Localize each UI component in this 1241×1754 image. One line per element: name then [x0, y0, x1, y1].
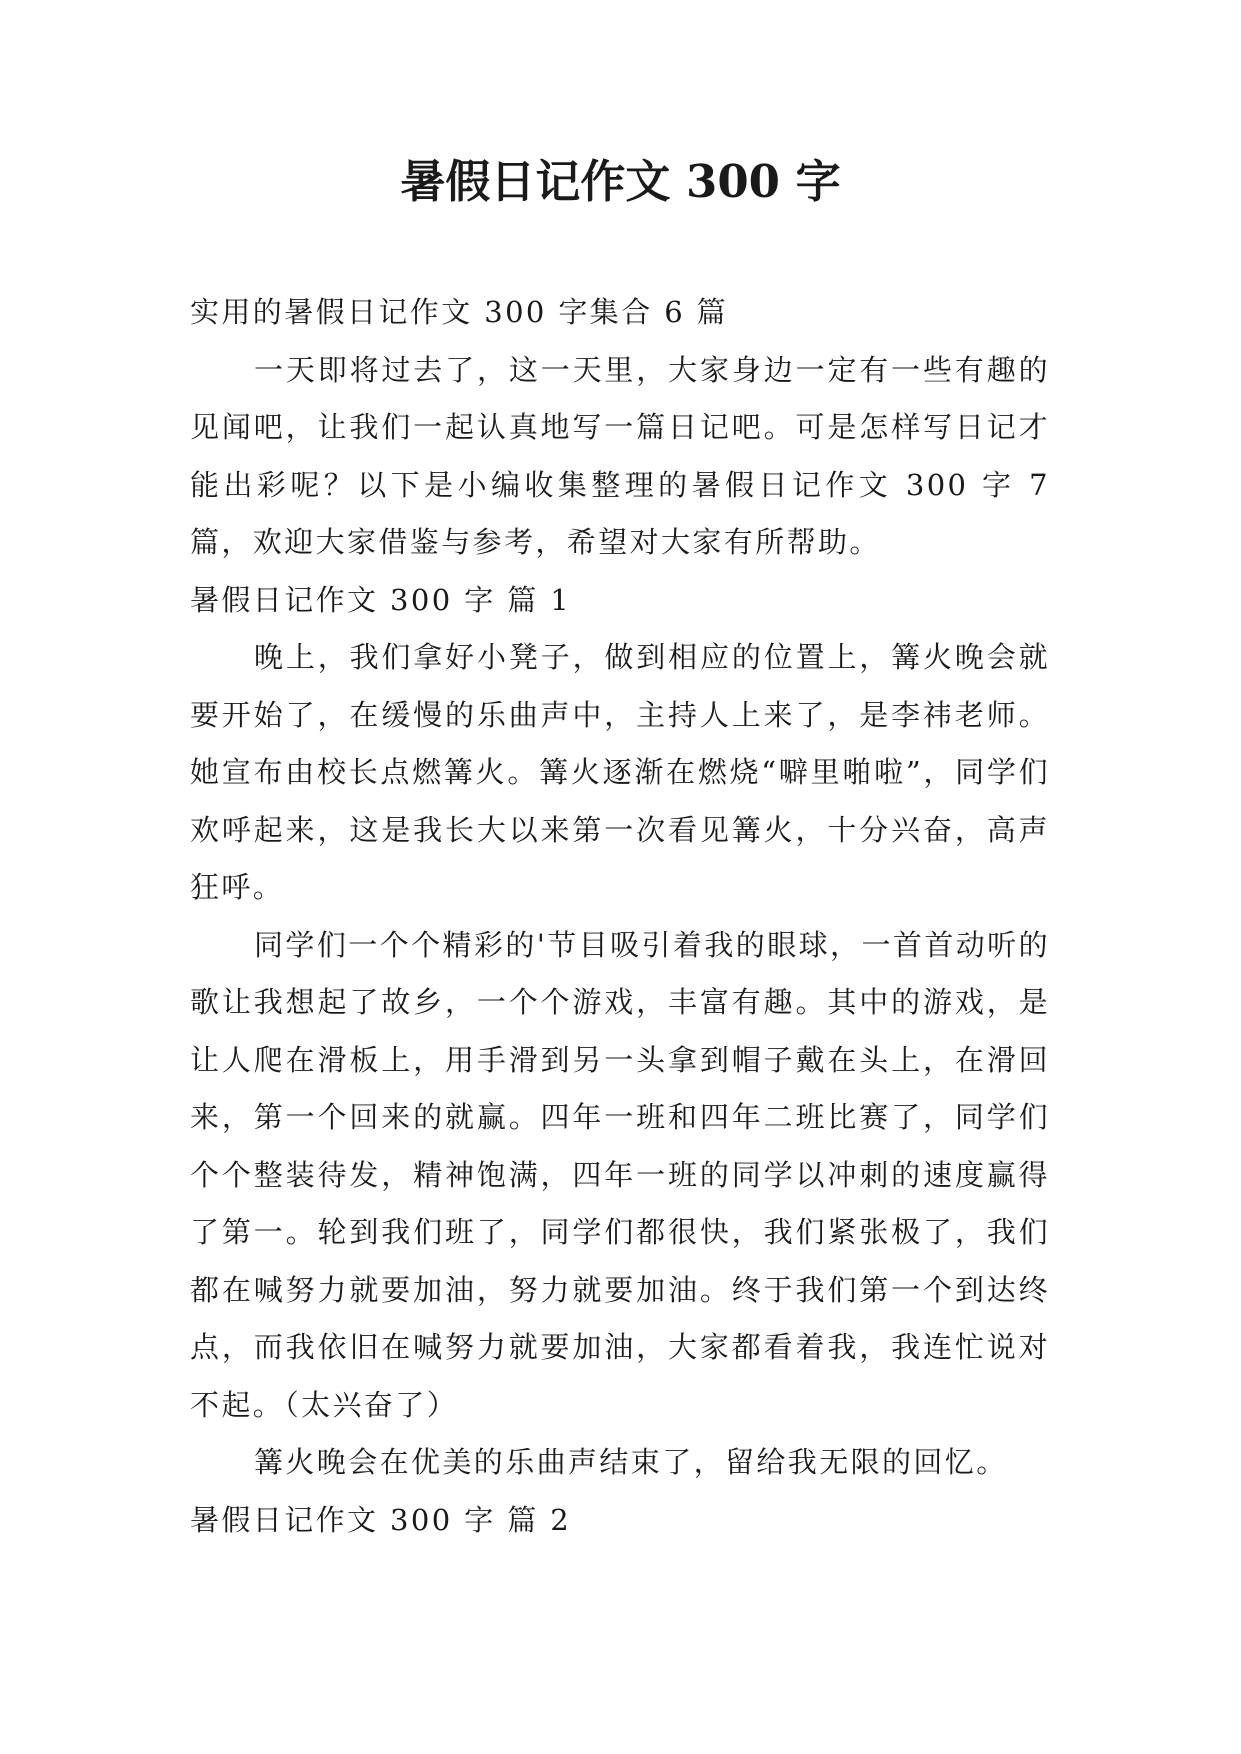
section-heading-2: 暑假日记作文 300 字 篇 2 — [190, 1502, 572, 1537]
document-body — [190, 284, 1050, 1549]
body-paragraph: 晚上，我们拿好小凳子，做到相应的位置上，篝火晚会就要开始了，在缓慢的乐曲声中，主持人上来了，是李祎老师。她宣布由校长点燃篝火。篝火逐渐在燃烧“噼里啪啦”，同学们欢呼起来，这是我长大以来第一次看见篝火，十分兴奋，高声狂呼。 — [190, 640, 1050, 904]
collection-heading: 实用的暑假日记作文 300 字集合 6 篇 — [190, 295, 729, 329]
intro-paragraph: 一天即将过去了，这一天里，大家身边一定有一些有趣的见闻吧，让我们一起认真地写一篇日记吧。可是怎样写日记才能出彩呢？以下是小编收集整理的暑假日记作文 300 字 7 篇，欢迎大家借鉴与参考，希望对大家有所帮助。 — [190, 352, 1050, 559]
document-title: 暑假日记作文 300 字 — [400, 155, 841, 208]
body-paragraph: 同学们一个个精彩的'节目吸引着我的眼球，一首首动听的歌让我想起了故乡，一个个游戏，丰富有趣。其中的游戏，是让人爬在滑板上，用手滑到另一头拿到帽子戴在头上，在滑回来，第一个回来的就赢。四年一班和四年二班比赛了，同学们个个整装待发，精神饱满，四年一班的同学以冲刺的速度赢得了第一。轮到我们班了，同学们都很快，我们紧张极了，我们都在喊努力就要加油，努力就要加油。终于我们第一个到达终点，而我依旧在喊努力就要加油，大家都看着我，我连忙说对不起。（太兴奋了） — [190, 927, 1050, 1422]
section-heading-1: 暑假日记作文 300 字 篇 1 — [190, 582, 572, 617]
body-paragraph: 篝火晚会在优美的乐曲声结束了，留给我无限的回忆。 — [254, 1445, 1008, 1479]
